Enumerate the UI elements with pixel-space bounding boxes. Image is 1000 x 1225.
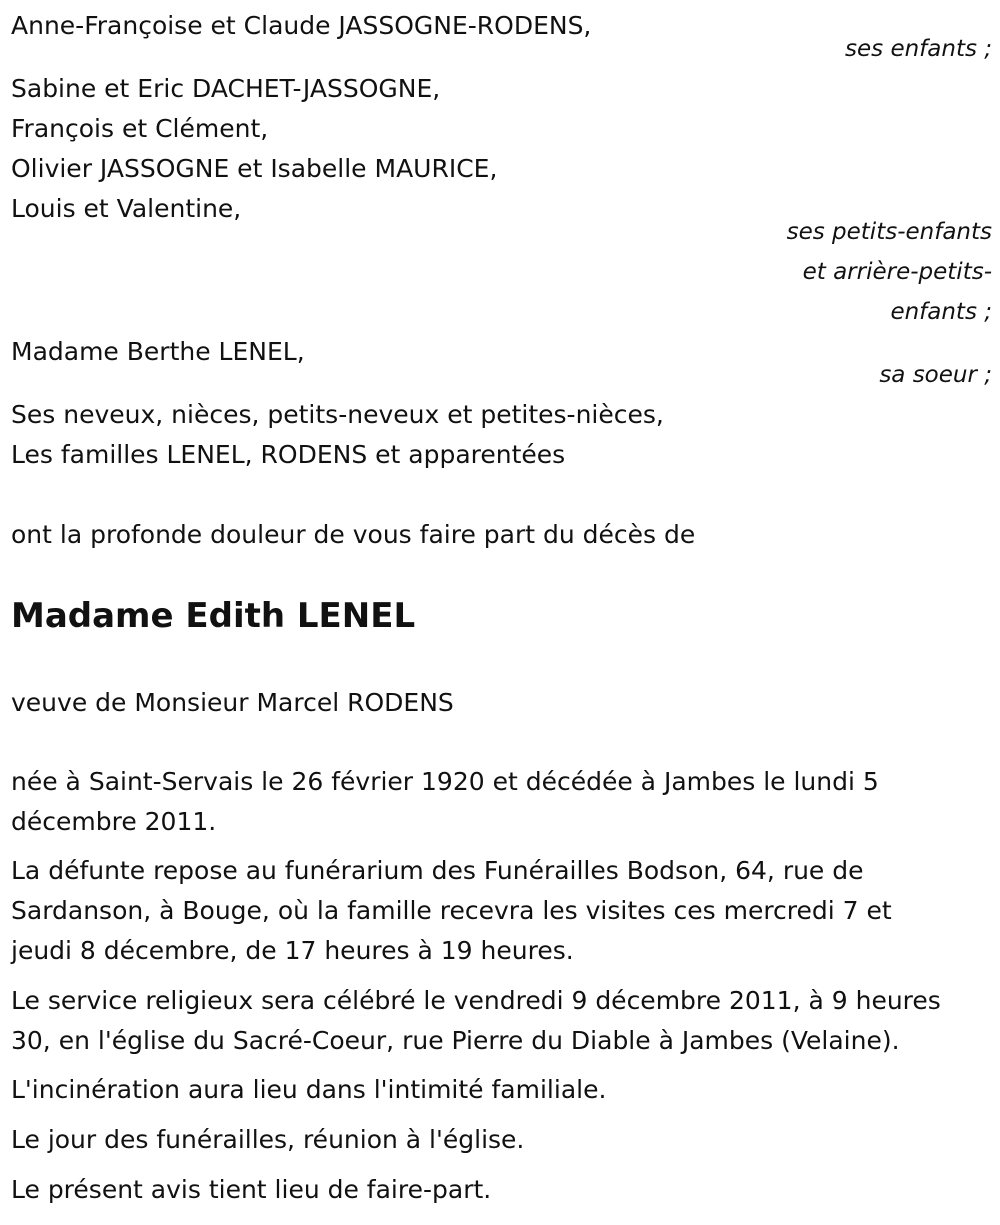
others-line-2: Les familles LENEL, RODENS et apparentées (11, 440, 566, 469)
grandchildren-line-4: Louis et Valentine, (11, 194, 242, 223)
announcement: ont la profonde douleur de vous faire part du décès de (11, 520, 696, 549)
birth-death-line-2: décembre 2011. (11, 807, 217, 836)
deceased-name: Madame Edith LENEL (11, 596, 416, 636)
children-names: Anne-Françoise et Claude JASSOGNE-RODENS, (11, 11, 592, 40)
grandchildren-role-line-2: et arrière-petits- (802, 259, 992, 285)
others-line-1: Ses neveux, nièces, petits-neveux et petites-nièces, (11, 400, 664, 429)
grandchildren-line-2: François et Clément, (11, 114, 269, 143)
birth-death-line-1: née à Saint-Servais le 26 février 1920 et décédée à Jambes le lundi 5 (11, 767, 879, 796)
reunion-line: Le jour des funérailles, réunion à l'église. (11, 1125, 525, 1154)
repose-line-2: Sardanson, à Bouge, où la famille recevra les visites ces mercredi 7 et (11, 896, 892, 925)
notice-line: Le présent avis tient lieu de faire-part. (11, 1175, 492, 1204)
grandchildren-line-3: Olivier JASSOGNE et Isabelle MAURICE, (11, 154, 498, 183)
grandchildren-line-1: Sabine et Eric DACHET-JASSOGNE, (11, 74, 441, 103)
grandchildren-role-line-3: enfants ; (890, 299, 992, 325)
service-line-2: 30, en l'église du Sacré-Coeur, rue Pierre du Diable à Jambes (Velaine). (11, 1026, 900, 1055)
sister-name: Madame Berthe LENEL, (11, 337, 305, 366)
repose-line-1: La défunte repose au funérarium des Funérailles Bodson, 64, rue de (11, 856, 864, 885)
spouse-line: veuve de Monsieur Marcel RODENS (11, 688, 454, 717)
service-line-1: Le service religieux sera célébré le vendredi 9 décembre 2011, à 9 heures (11, 986, 941, 1015)
death-notice (11, 0, 992, 1225)
incineration-line: L'incinération aura lieu dans l'intimité familiale. (11, 1075, 607, 1104)
children-role: ses enfants ; (845, 36, 992, 62)
repose-line-3: jeudi 8 décembre, de 17 heures à 19 heures. (11, 936, 574, 965)
grandchildren-role-line-1: ses petits-enfants (786, 219, 992, 245)
sister-role: sa soeur ; (879, 362, 992, 388)
